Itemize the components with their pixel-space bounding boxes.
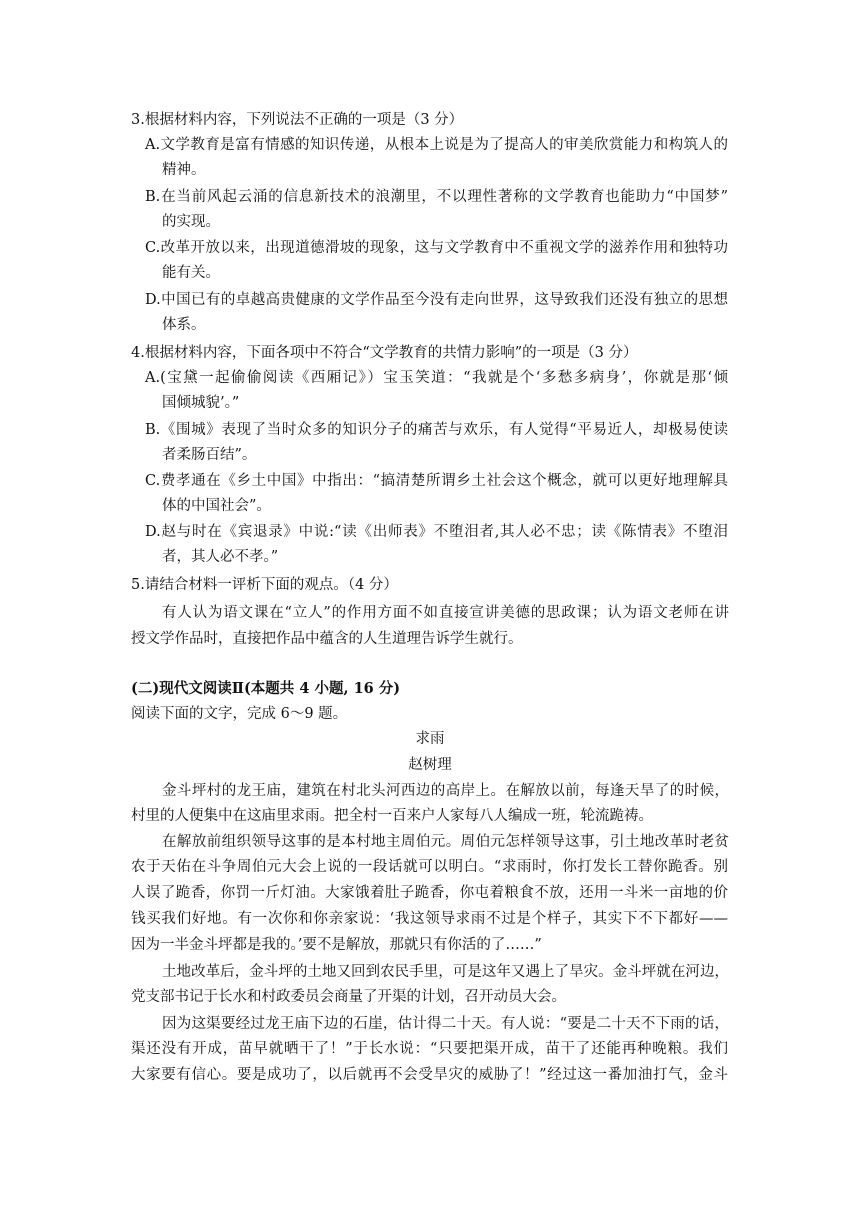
story-title: 求雨 [415, 731, 445, 747]
story-paragraph-line: 大家要有信心。要是成功了，以后就再不会受旱灾的威胁了！”经过这一番加油打气，金斗 [131, 1067, 728, 1083]
story-paragraph-line: 土地改革后，金斗坪的土地又回到农民手里，可是这年又遇上了旱灾。金斗坪就在河边， [162, 964, 729, 980]
q3-option-a: A.文学教育是富有情感的知识传递，从根本上说是为了提高人的审美欣赏能力和构筑人的 [145, 137, 728, 153]
story-paragraph-line: 村里的人便集中在这庙里求雨。把全村一百来户人家每八人编成一班，轮流跪祷。 [131, 808, 653, 824]
story-paragraph-line: 钱买我们好地。有一次你和你亲家说：‘我这领导求雨不过是个样子，其实下不下都好—— [131, 911, 728, 927]
story-paragraph-line: 金斗坪村的龙王庙，建筑在村北头河西边的高岸上。在解放以前，每逢天旱了的时候， [162, 783, 729, 799]
q4-option-d-cont: 者，其人必不孝。” [162, 549, 279, 565]
q5-stem: 5.请结合材料一评析下面的观点。（4 分） [131, 577, 398, 593]
q3-option-d: D.中国已有的卓越高贵健康的文学作品至今没有走向世界，这导致我们还没有独立的思想 [145, 292, 728, 308]
q3-option-b: B.在当前风起云涌的信息新技术的浪潮里，不以理性著称的文学教育也能助力“中国梦” [145, 189, 728, 205]
q3-option-d-cont: 体系。 [162, 317, 206, 333]
q4-option-c-cont: 体的中国社会”。 [162, 498, 271, 514]
q4-option-d: D.赵与时在《宾退录》中说:“读《出师表》不堕泪者,其人必不忠；读《陈情表》不堕泪 [145, 524, 728, 540]
q3-option-b-cont: 的实现。 [162, 214, 220, 230]
story-paragraph-line: 因为这渠要经过龙王庙下边的石崖，估计得二十天。有人说：“要是二十天不下雨的话， [162, 1016, 729, 1032]
story-paragraph-line: 渠还没有开成，苗早就晒干了！”于长水说：“只要把渠开成，苗干了还能再种晚粮。我们 [131, 1041, 728, 1057]
q3-option-c: C.改革开放以来，出现道德滑坡的现象，这与文学教育中不重视文学的滋养作用和独特功 [145, 240, 728, 256]
section-heading: (二)现代文阅读Ⅱ(本题共 4 小题, 16 分) [131, 680, 401, 697]
story-paragraph-line: 农于天佑在斗争周伯元大会上说的一段话就可以明白。“求雨时，你打发长工替你跪香。别 [131, 859, 728, 875]
q3-option-c-cont: 能有关。 [162, 265, 220, 281]
q3-stem: 3.根据材料内容，下列说法不正确的一项是（3 分） [131, 112, 464, 128]
story-paragraph-line: 在解放前组织领导这事的是本村地主周伯元。周伯元怎样领导这事，引土地改革时老贫 [162, 834, 729, 850]
q5-body-line: 授文学作品时，直接把作品中蕴含的人生道理告诉学生就行。 [131, 631, 523, 647]
q4-option-c: C.费孝通在《乡土中国》中指出：“搞清楚所谓乡土社会这个概念，就可以更好地理解具 [145, 473, 728, 489]
q4-option-a: A.(宝黛一起偷偷阅读《西厢记》）宝玉笑道：“我就是个‘多愁多病身’，你就是那‘倾 [145, 370, 728, 386]
section-instruction: 阅读下面的文字，完成 6～9 题。 [131, 706, 348, 722]
story-paragraph-line: 党支部书记于长水和村政委员会商量了开渠的计划，召开动员大会。 [131, 989, 566, 1005]
q4-stem: 4.根据材料内容，下面各项中不符合“文学教育的共情力影响”的一项是（3 分） [131, 345, 638, 361]
story-author: 赵树理 [408, 757, 452, 773]
q4-option-b-cont: 者柔肠百结”。 [162, 447, 257, 463]
q3-option-a-cont: 精神。 [162, 162, 206, 178]
q4-option-a-cont: 国倾城貌’。” [162, 395, 240, 411]
q4-option-b: B.《围城》表现了当时众多的知识分子的痛苦与欢乐，有人觉得“平易近人，却极易使读 [145, 422, 728, 438]
story-paragraph-line: 因为一半金斗坪都是我的。’要不是解放，那就只有你活的了……” [131, 937, 542, 953]
q5-body-line: 有人认为语文课在“立人”的作用方面不如直接宣讲美德的思政课；认为语文老师在讲 [162, 605, 729, 621]
story-paragraph-line: 人误了跪香，你罚一斤灯油。大家饿着肚子跪香，你屯着粮食不放，还用一斗米一亩地的价 [131, 885, 728, 901]
